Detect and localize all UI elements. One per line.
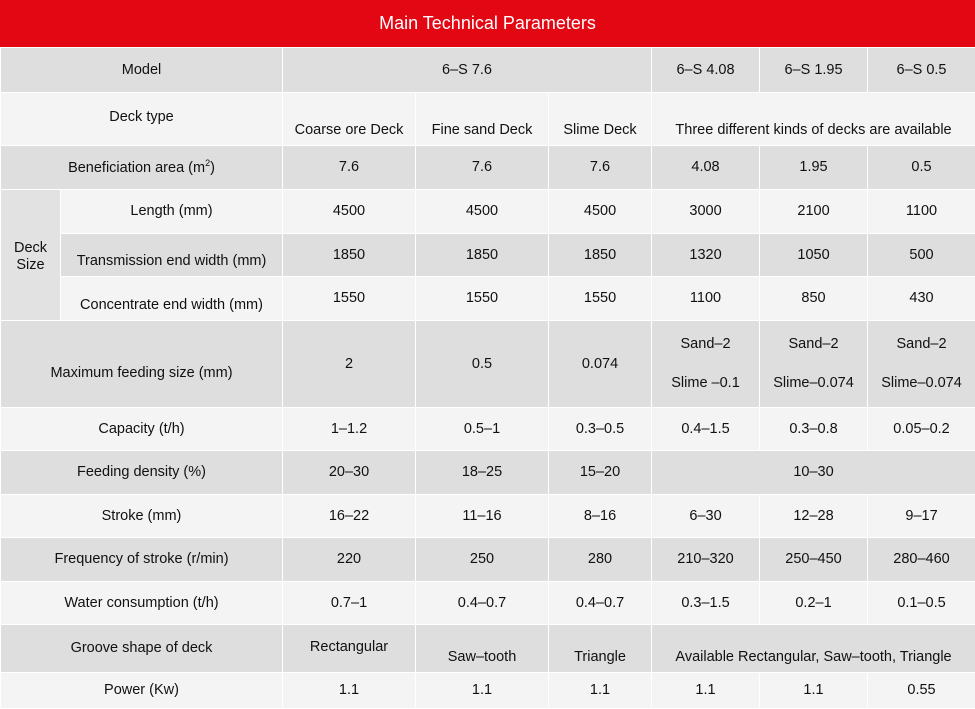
table-cell: 0.074 bbox=[549, 321, 652, 408]
deck-type-cell: Fine sand Deck bbox=[416, 93, 549, 146]
capacity-label: Capacity (t/h) bbox=[1, 408, 283, 451]
table-row bbox=[1, 277, 975, 321]
table-cell: Saw–tooth bbox=[416, 625, 549, 673]
sand-value: Sand–2 bbox=[870, 336, 973, 353]
table-cell: 0.3–0.8 bbox=[760, 408, 868, 451]
table-cell: 10–30 bbox=[652, 451, 975, 495]
length-label: Length (mm) bbox=[61, 190, 283, 234]
technical-parameters-table bbox=[0, 47, 975, 709]
table-row bbox=[1, 190, 975, 234]
table-title: Main Technical Parameters bbox=[379, 13, 596, 34]
table-cell: 1550 bbox=[283, 277, 416, 321]
max-feed-label: Maximum feeding size (mm) bbox=[1, 321, 283, 408]
table-cell: 4500 bbox=[416, 190, 549, 234]
table-cell: 250–450 bbox=[760, 538, 868, 582]
table-cell: 7.6 bbox=[549, 146, 652, 190]
sand-value: Sand–2 bbox=[654, 336, 757, 353]
table-cell: 20–30 bbox=[283, 451, 416, 495]
slime-value: Slime–0.074 bbox=[762, 375, 865, 392]
table-cell: 850 bbox=[760, 277, 868, 321]
table-cell: 0.55 bbox=[868, 673, 975, 709]
table-cell: 2100 bbox=[760, 190, 868, 234]
table-cell: 16–22 bbox=[283, 495, 416, 538]
water-consumption-label: Water consumption (t/h) bbox=[1, 582, 283, 625]
table-cell: 1320 bbox=[652, 234, 760, 277]
table-cell: 1–1.2 bbox=[283, 408, 416, 451]
table-cell: 7.6 bbox=[283, 146, 416, 190]
table-cell: 430 bbox=[868, 277, 975, 321]
table-cell: 11–16 bbox=[416, 495, 549, 538]
table-cell: 0.5 bbox=[416, 321, 549, 408]
table-cell: 15–20 bbox=[549, 451, 652, 495]
table-cell: 8–16 bbox=[549, 495, 652, 538]
table-cell: 0.4–0.7 bbox=[416, 582, 549, 625]
table-cell: 500 bbox=[868, 234, 975, 277]
table-row bbox=[1, 625, 975, 673]
table-cell: 1.1 bbox=[549, 673, 652, 709]
slime-value: Slime–0.074 bbox=[870, 375, 973, 392]
table-cell: 2 bbox=[283, 321, 416, 408]
transmission-width-label: Transmission end width (mm) bbox=[61, 234, 283, 277]
table-cell: 210–320 bbox=[652, 538, 760, 582]
table-cell: 0.3–1.5 bbox=[652, 582, 760, 625]
sand-value: Sand–2 bbox=[762, 336, 865, 353]
table-cell: 1550 bbox=[416, 277, 549, 321]
groove-shape-label: Groove shape of deck bbox=[1, 625, 283, 673]
table-cell: 220 bbox=[283, 538, 416, 582]
table-cell: 1100 bbox=[868, 190, 975, 234]
table-row bbox=[1, 582, 975, 625]
table-cell: 0.7–1 bbox=[283, 582, 416, 625]
table-cell: Rectangular bbox=[283, 625, 416, 673]
table-cell: 0.05–0.2 bbox=[868, 408, 975, 451]
table-cell: 1.1 bbox=[652, 673, 760, 709]
deck-size-label: Deck Size bbox=[1, 190, 61, 321]
deck-type-cell: Slime Deck bbox=[549, 93, 652, 146]
model-label: Model bbox=[1, 48, 283, 93]
table-cell: Available Rectangular, Saw–tooth, Triangle bbox=[652, 625, 975, 673]
table-cell: 250 bbox=[416, 538, 549, 582]
deck-type-label: Deck type bbox=[1, 93, 283, 146]
concentrate-width-label: Concentrate end width (mm) bbox=[61, 277, 283, 321]
table-cell: 1850 bbox=[549, 234, 652, 277]
table-title-bar bbox=[0, 0, 975, 47]
table-cell: 1100 bbox=[652, 277, 760, 321]
table-cell bbox=[868, 321, 975, 408]
feeding-density-label: Feeding density (%) bbox=[1, 451, 283, 495]
table-row bbox=[1, 673, 975, 709]
power-label: Power (Kw) bbox=[1, 673, 283, 709]
table-cell: 1550 bbox=[549, 277, 652, 321]
table-cell bbox=[760, 321, 868, 408]
table-row bbox=[1, 408, 975, 451]
table-cell: 1.95 bbox=[760, 146, 868, 190]
model-cell: 6–S 7.6 bbox=[283, 48, 652, 93]
table-cell: 4.08 bbox=[652, 146, 760, 190]
table-row bbox=[1, 234, 975, 277]
model-cell: 6–S 1.95 bbox=[760, 48, 868, 93]
table-row bbox=[1, 321, 975, 408]
table-cell: 4500 bbox=[549, 190, 652, 234]
deck-type-cell: Coarse ore Deck bbox=[283, 93, 416, 146]
frequency-label: Frequency of stroke (r/min) bbox=[1, 538, 283, 582]
table-cell: 280 bbox=[549, 538, 652, 582]
table-cell: 1.1 bbox=[760, 673, 868, 709]
table-cell: 4500 bbox=[283, 190, 416, 234]
table-cell: 0.5 bbox=[868, 146, 975, 190]
table-cell: 9–17 bbox=[868, 495, 975, 538]
table-cell: 0.4–0.7 bbox=[549, 582, 652, 625]
table-cell: 0.4–1.5 bbox=[652, 408, 760, 451]
table-cell: 1850 bbox=[416, 234, 549, 277]
table-cell bbox=[652, 321, 760, 408]
model-cell: 6–S 0.5 bbox=[868, 48, 975, 93]
table-row bbox=[1, 495, 975, 538]
table-cell: 0.5–1 bbox=[416, 408, 549, 451]
table-row bbox=[1, 451, 975, 495]
table-cell: 3000 bbox=[652, 190, 760, 234]
table-cell: 0.2–1 bbox=[760, 582, 868, 625]
table-cell: 1.1 bbox=[416, 673, 549, 709]
model-cell: 6–S 4.08 bbox=[652, 48, 760, 93]
table-cell: 12–28 bbox=[760, 495, 868, 538]
table-cell: 18–25 bbox=[416, 451, 549, 495]
stroke-label: Stroke (mm) bbox=[1, 495, 283, 538]
table-cell: 1850 bbox=[283, 234, 416, 277]
table-cell: 6–30 bbox=[652, 495, 760, 538]
table-row bbox=[1, 48, 975, 93]
table-cell: 0.3–0.5 bbox=[549, 408, 652, 451]
deck-type-cell: Three different kinds of decks are available bbox=[652, 93, 975, 146]
table-cell: 280–460 bbox=[868, 538, 975, 582]
table-cell: Triangle bbox=[549, 625, 652, 673]
table-cell: 1050 bbox=[760, 234, 868, 277]
table-row bbox=[1, 538, 975, 582]
table-row bbox=[1, 93, 975, 146]
table-row bbox=[1, 146, 975, 190]
table-cell: 1.1 bbox=[283, 673, 416, 709]
beneficiation-area-label: Beneficiation area $(m^2)$ bbox=[1, 146, 283, 190]
table-cell: 7.6 bbox=[416, 146, 549, 190]
slime-value: Slime –0.1 bbox=[654, 375, 757, 392]
table-cell: 0.1–0.5 bbox=[868, 582, 975, 625]
